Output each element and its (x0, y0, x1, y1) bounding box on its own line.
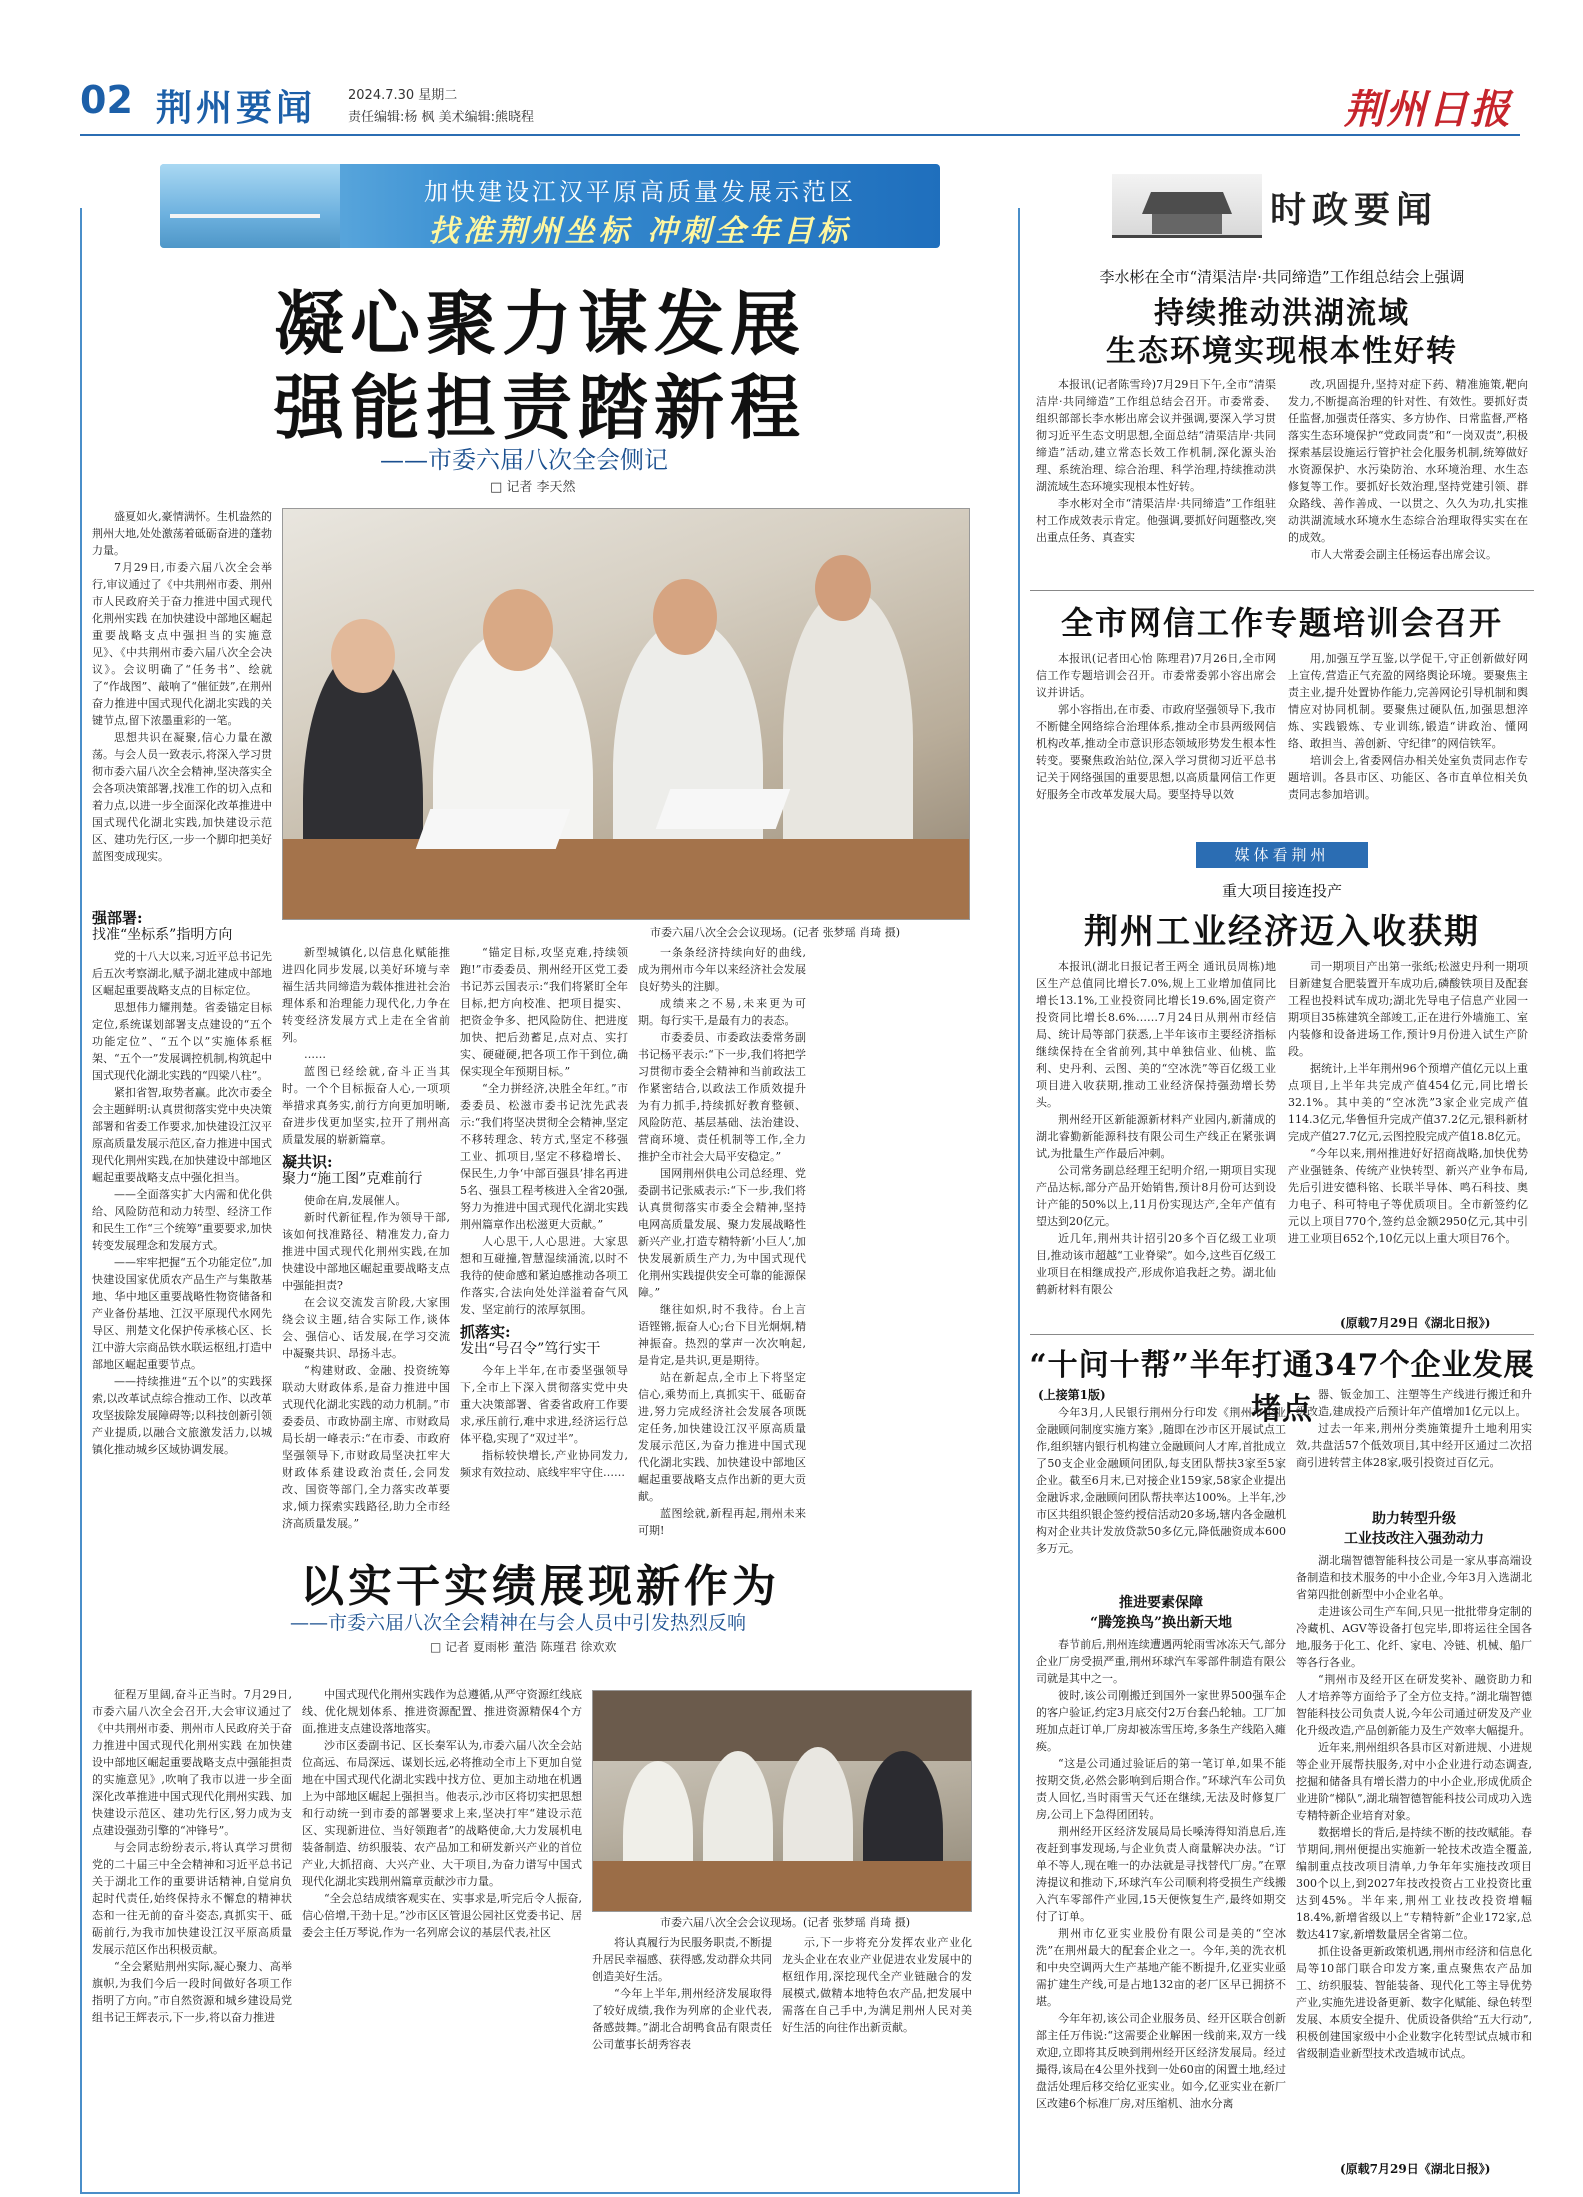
paragraph: 本报讯(湖北日报记者王两全 通讯员周栋)地区生产总值同比增长7.0%,规上工业增加值同比增长13.1%,工业投资同比增长19.6%,固定资产投资同比增长8.6%……7月24日从荆州市经信局、统计局等部门获悉,上半年该市主要经济指标继续保持在全省前列,其中单独信业、仙桃、监利、史丹利、云图、美的“空冰洗”等百亿级工业项目进入收获期,推动工业经济保持强劲增长势头。 (1036, 960, 1276, 1109)
paragraph: 改,巩固提升,坚持对症下药、精准施策,靶向发力,不断提高治理的针对性、有效性。要抓好责任监督,加强责任落实、多方协作、日常监督,严格落实生态环境保护“党政同责”和“一岗双责”,积极探索基层设施运行管护社会化服务机制,统筹做好水资源保护、水污染防治、水环境治理、水生态修复等工作。要抓好长效治理,坚持党建引领、群众路线、善作善成、一以贯之、久久为功,扎实推动洪湖流域水环境水生态综合治理取得实实在在的成效。 (1288, 378, 1528, 544)
paragraph: 沙市区委副书记、区长秦军认为,市委六届八次全会站位高远、布局深远、谋划长远,必将推动全市上下更加自觉地在中国式现代化湖北实践中找方位、更加主动地在机遇上为中部地区崛起上强担当。他表示,沙市区将切实把思想和行动统一到市委的部署要求上来,坚决打牢“建设示范区、实现新进位、当好领跑者”的战略使命,大力发展机电装备制造、纺织服装、农产品加工和研发新兴产业的首位产业,大抓招商、大兴产业、大干项目,为奋力谱写中国式现代化湖北实践荆州篇章贡献沙市力量。 (302, 1739, 582, 1888)
paragraph: 使命在肩,发展催人。 (304, 1194, 407, 1207)
paragraph: “全会紧贴荆州实际,凝心聚力、高举旗帜,为我们今后一段时间做好各项工作指明了方向。”市自然资源和城乡建设局党组书记王辉表示,下一步,将以奋力推进 (92, 1960, 292, 2024)
banner-line-2: 找准荆州坐标 冲刺全年目标 (428, 214, 852, 248)
paragraph: 思想伟力耀荆楚。省委锚定目标定位,系统谋划部署支点建设的“五个功能定位”、“五个以”实施体系框架、“五个一”发展调控机制,构筑起中国式现代化湖北实践的“四梁八柱”。 (92, 1001, 272, 1082)
paragraph: 蓝图绘就,新程再起,荆州未来可期! (638, 1507, 806, 1537)
story1-kicker: 李水彬在全市“清渠洁岸·共同缔造”工作组总结会上强调 (1099, 268, 1465, 286)
news-column-header (1112, 174, 1452, 238)
paragraph: “全会总结成绩客观实在、实事求是,听完后令人振奋,信心倍增,干劲十足。”沙市区区管退公园社区党委书记、居委会主任万琴说,作为一名列席会议的基层代表,社区 (302, 1892, 582, 1939)
paragraph: 市人大常委会副主任杨运春出席会议。 (1310, 548, 1497, 561)
paragraph: 7月29日,市委六届八次全会举行,审议通过了《中共荆州市委、荆州市人民政府关于奋力推进中国式现代化荆州实践 在加快建设中部地区崛起重要战略支点中强担当的实施意见》、《中共荆州市委六届八次全会决议》。会议明确了“任务书”、绘就了“作战图”、敲响了“催征鼓”,在荆州奋力推进中国式现代化湖北实践的关键节点,留下浓墨重彩的一笔。 (92, 561, 272, 727)
section-subhead: 强部署: (92, 909, 143, 927)
paragraph: 在会议交流发言阶段,大家围绕会议主题,结合实际工作,谈体会、强信心、话发展,在学习交流中凝聚共识、昂扬斗志。 (282, 1296, 450, 1360)
story3-headline: 荆州工业经济迈入收获期 (1084, 912, 1480, 952)
paragraph: 荆州经开区新能源新材料产业园内,新蒲成的湖北睿勤新能源科技有限公司生产线正在紧张调试,为批量生产作最后冲刺。 (1036, 1113, 1276, 1160)
paragraph: ——全面落实扩大内需和优化供给、风险防范和动力转型、经济工作和民生工作“三个统筹”重要要求,加快转变发展理念和发展方式。 (92, 1188, 272, 1252)
paragraph: 器、钣金加工、注塑等生产线进行搬迁和升级改造,建成投产后预计年产值增加1亿元以上。 (1296, 1388, 1532, 1418)
story2-headline: 全市网信工作专题培训会召开 (1060, 604, 1503, 642)
story3-kicker: 重大项目接连投产 (1221, 882, 1342, 900)
story4-column-1 (1036, 1404, 1286, 1588)
story4-column-1b (1036, 1636, 1286, 2186)
lead-headline-1: 凝心聚力谋发展 (274, 282, 806, 365)
paragraph: 将认真履行为民服务职责,不断提升居民幸福感、获得感,发动群众共同创造美好生活。 (592, 1936, 772, 1983)
paragraph: 司一期项目产出第一张纸;松滋史丹利一期项目新建复合肥装置开车成功后,磷酸铁项目及配套工程也投料试车成功;湖北先导电子信息产业园一期项目35栋建筑全部竣工,正在进行外墙施工、室内装修和设备进场工作,预计9月份进入试生产阶段。 (1288, 960, 1528, 1058)
paragraph: 中国式现代化荆州实践作为总遵循,从严守资源红线底线、优化规划体系、推进资源配置、推进资源精保4个方面,推进支点建设落地落实。 (302, 1688, 582, 1735)
paragraph: 公司常务副总经理王纪明介绍,一期项目实现产品达标,部分产品开始销售,预计8月份可达到设计产能的50%以上,11月份实现达产,全年产值有望达到20亿元。 (1036, 1164, 1276, 1228)
bridge-image (160, 164, 340, 248)
second-column-4 (782, 1934, 972, 2184)
paragraph: 党的十八大以来,习近平总书记先后五次考察湖北,赋予湖北建成中部地区崛起重要战略支点的目标定位。 (92, 950, 272, 997)
lead-column-2 (282, 944, 450, 1540)
paragraph: ——持续推进“五个以”的实践探索,以改革试点综合推动工作、以改革攻坚拔除发展障碍等;以科技创新引领产业提质,以融合文旅激发活力,以城镇化推动城乡区域协调发展。 (92, 1375, 272, 1456)
paragraph: …… (304, 1048, 326, 1061)
story2-column-2 (1288, 650, 1528, 830)
paragraph: 一条条经济持续向好的曲线,成为荆州市今年以来经济社会发展良好势头的注脚。 (638, 946, 806, 993)
media-section-tag: 媒体看荆州 (1196, 842, 1368, 868)
section-subhead-line: 聚力“施工图”克难前行 (282, 1171, 423, 1187)
section-title: 荆州要闻 (156, 87, 317, 129)
masthead (80, 78, 1520, 136)
story1-column-2 (1288, 376, 1528, 586)
story3-column-2 (1288, 958, 1528, 1310)
paragraph: 盛夏如火,豪情满怀。生机盎然的荆州大地,处处激荡着砥砺奋进的蓬勃力量。 (92, 510, 272, 557)
paragraph: 与会同志纷纷表示,将认真学习贯彻党的二十届三中全会精神和习近平总书记关于湖北工作的重要讲话精神,自觉肩负起时代责任,始终保持永不懈怠的精神状态和一往无前的奋斗姿态,真抓实干、砥砺前行,为我市加快建设江汉平原高质量发展示范区作出积极贡献。 (92, 1841, 292, 1956)
paragraph: 据统计,上半年荆州96个预增产值亿元以上重点项目,上半年共完成产值454亿元,同比增长32.1%。其中美的“空冰洗”3家企业完成产值114.3亿元,华鲁恒升完成产值37.2亿元,银科新材完成产值27.7亿元,云图控股完成产值18.8亿元。 (1288, 1062, 1528, 1143)
paragraph: “构建财政、金融、投资统筹联动大财政体系,是奋力推进中国式现代化湖北实践的动力机制。”市委委员、市政协副主席、市财政局局长胡一峰表示:“在市委、市政府坚强领导下,市财政局坚决扛牢大财政体系建设政治责任,会同发改、国资等部门,全力落实改革要求,倾力探索实践路径,助力全市经济高质量发展。” (282, 1364, 450, 1530)
story2-column-1 (1036, 650, 1276, 830)
paragraph: “这是公司通过验证后的第一笔订单,如果不能按期交货,必然会影响到后期合作。”环球汽车公司负责人回忆,当时雨雪天气还在继续,无法及时修复厂房,公司上下急得团团转。 (1036, 1757, 1286, 1821)
paragraph: 用,加强互学互鉴,以学促干,守正创新做好网上宣传,营造正气充盈的网络舆论环境。要聚焦主责主业,提升处置协作能力,完善网论引导机制和舆情应对协同机制。要聚焦过硬队伍,加强思想淬炼、实践锻炼、专业训练,锻造“讲政治、懂网络、敢担当、善创新、守纪律”的网信铁军。 (1288, 652, 1528, 750)
paragraph: 李水彬对全市“清渠洁岸·共同缔造”工作组驻村工作成效表示肯定。他强调,要抓好问题整改,突出重点任务、真查实 (1036, 497, 1276, 544)
paragraph: ——牢牢把握“五个功能定位”,加快建设国家优质农产品生产与集散基地、华中地区重要战略性物资储备和产业备份基地、江汉平原现代水网先导区、荆楚文化保护传承核心区、长江中游大宗商品铁水联运枢纽,打造中部地区崛起重要节点。 (92, 1256, 272, 1371)
paragraph: 荆州市亿亚实业股份有限公司是美的“空冰洗”在荆州最大的配套企业之一。今年,美的洗衣机和中央空调两大生产基地产能不断提升,亿亚实业亟需扩建生产线,可是占地132亩的老厂区早已拥挤不堪。 (1036, 1927, 1286, 2008)
paragraph: 荆州经开区经济发展局局长嗓涛得知消息后,连夜赶到事发现场,与企业负责人商量解决办法。“订单不等人,现在唯一的办法就是寻找替代厂房。”在覃涛提议和推动下,环球汽车公司顺利将受损生产线搬入汽车零部件产业园,15天便恢复生产,最终如期交付了订单。 (1036, 1825, 1286, 1923)
paragraph: 今年上半年,在市委坚强领导下,全市上下深入贯彻落实党中央重大决策部署、省委省政府工作要求,承压前行,难中求进,经济运行总体平稳,实现了“双过半”。 (460, 1364, 628, 1445)
paragraph: 春节前后,荆州连续遭遇两轮雨雪冰冻天气,部分企业厂房受损严重,荆州环球汽车零部件制造有限公司就是其中之一。 (1036, 1638, 1286, 1685)
lead-subheadline: ——市委六届八次全会侧记 (380, 446, 668, 474)
paragraph: 继往如炽,时不我待。台上言语铿锵,振奋人心;台下目光炯炯,精神振奋。热烈的掌声一次次响起,是肯定,是共识,更是期待。 (638, 1303, 806, 1367)
divider (1030, 1334, 1534, 1335)
section-subhead: 凝共识: (282, 1153, 333, 1171)
paragraph: 紧扣省智,取势者赢。此次市委全会主题鲜明:认真贯彻落实党中央决策部署和省委工作要求,加快建设江汉平原高质量发展示范区,奋力推进中国式现代化荆州实践,在加快建设中部地区崛起重要战略支点中强化担当。 (92, 1086, 272, 1184)
story4-headline: “十问十帮”半年打通347个企业发展堵点 (1029, 1348, 1535, 1427)
paragraph: “今年以来,荆州推进好好招商战略,加快优势产业强链条、传统产业快转型、新兴产业争布局,先后引进安德科铭、长联半导体、鸣石科技、奥力电子、科可特电子等优质项目。全市新签约亿元以上项目770个,签约总金额2950亿元,其中引进工业项目652个,10亿元以上重大项目76个。 (1288, 1147, 1528, 1245)
news-column-title: 时政要闻 (1270, 189, 1439, 231)
lead-headline-2: 强能担责踏新程 (274, 366, 806, 449)
meeting-photo (282, 508, 970, 920)
paragraph: 走进该公司生产车间,只见一批批带身定制的冷藏机、AGV等设备打包完毕,即将运往全国各地,服务于化工、化纤、家电、冷链、机械、船厂等各行各业。 (1296, 1605, 1532, 1669)
paragraph: “全力拼经济,决胜全年红。”市委委员、松滋市委书记沈先武表示:“我们将坚决贯彻全会精神,坚定不移转理念、转方式,坚定不移强工业、抓项目,坚定不移稳增长、保民生,力争‘中部百强县’排名再进5名、强县工程考核进入全省20强,努力为推进中国式现代化湖北实践荆州篇章作出松滋更大贡献。” (460, 1082, 628, 1231)
photo-caption: 市委六届八次全会会议现场。(记者 张梦瑶 肖琦 摄) (650, 926, 901, 939)
paragraph: 今年年初,该公司企业服务员、经开区联合创新部主任万伟说:“这需要企业解困一线前来,双方一线欢迎,立即将其反映到荆州经开区经济发展局。经过撮得,该局在4公里外找到一处60亩的闲置土地,经过盘活处理后移交给亿亚实业。如今,亿亚实业在新厂区改建6个标准厂房,对压缩机、油水分离 (1036, 2012, 1286, 2110)
paragraph: 数据增长的背后,是持续不断的技改赋能。春节期间,荆州便提出实施新一轮技术改造全覆盖,编制重点技改项目清单,力争年年实施技改项目300个以上,到2027年技改投资占工业投资比重达到45%。半年来,荆州工业技改投资增幅18.4%,新增省级以上“专精特新”企业172家,总数达417家,新增数量居全省第二位。 (1296, 1826, 1532, 1941)
paragraph: 成绩来之不易,未来更为可期。每行实干,是最有力的表态。 (638, 997, 806, 1027)
story1-column-1 (1036, 376, 1276, 586)
paragraph: 湖北瑞智德智能科技公司是一家从事高端设备制造和技术服务的中小企业,今年3月入选湖北省第四批创新型中小企业名单。 (1296, 1554, 1532, 1601)
paragraph: 近年来,荆州组织各县市区对新进规、小进规等企业开展帮扶服务,对中小企业进行动态调查,挖掘和储备具有增长潜力的中小企业,形成优质企业进阶“梯队”,湖北瑞智德智能科技公司成功入选专精特新企业培育对象。 (1296, 1741, 1532, 1822)
lead-column-3 (460, 944, 628, 1540)
banner-line-1: 加快建设江汉平原高质量发展示范区 (424, 178, 856, 206)
editor-credits: 责任编辑:杨 枫 美术编辑:熊晓程 (348, 110, 535, 125)
paragraph: “今年上半年,荆州经济发展取得了较好成绩,我作为列席的企业代表,备感鼓舞。”湖北合胡鸭食品有限责任公司董事长胡秀容表 (592, 1987, 772, 2051)
paragraph: 市委委员、市委政法委常务副书记杨平表示:“下一步,我们将把学习贯彻市委全会精神和当前政法工作紧密结合,以政法工作质效提升为有力抓手,持续抓好教育整顿、风险防范、基层基础、法治建设、营商环境、责任机制等工作,全力推护全市社会大局平安稳定。” (638, 1031, 806, 1163)
paragraph: 抓住设备更新政策机遇,荆州市经济和信息化局等10部门联合印发方案,重点聚焦农产品加工、纺织服装、智能装备、现代化工等主导优势产业,实施先进设备更新、数字化赋能、绿色转型发展、本质安全提升、优质设备供给“五大行动”,积极创建国家级中小企业数字化转型试点城市和省级制造业新型技术改造城市试点。 (1296, 1945, 1532, 2060)
story1-headline-2: 生态环境实现根本性好转 (1106, 334, 1458, 369)
second-column-3 (592, 1934, 772, 2184)
issue-date: 2024.7.30 星期二 (348, 88, 458, 103)
lead-byline: □ 记者 李天然 (490, 480, 576, 495)
lead-column-4 (638, 944, 806, 1540)
paragraph: 培训会上,省委网信办相关处室负责同志作专题培训。各县市区、功能区、各市直单位相关负责同志参加培训。 (1288, 754, 1528, 801)
lead-column-1 (92, 508, 272, 916)
story4-column-2b (1296, 1552, 1532, 2156)
story4-subhead-1a: 推进要素保障 (1119, 1595, 1203, 1611)
story3-source: (原载7月29日《湖北日报》) (1340, 1316, 1491, 1330)
paragraph: 征程万里阔,奋斗正当时。7月29日,市委六届八次全会召开,大会审议通过了《中共荆州市委、荆州市人民政府关于奋力推进中国式现代化荆州实践 在加快建设中部地区崛起重要战略支点中强能担责的实施意见》,吹响了我市以进一步全面深化改革推进中国式现代化荆州实践、加快建设示范区、建功先行区,努力成为支点建设强劲引擎的“冲锋号”。 (92, 1688, 292, 1837)
divider (1030, 590, 1534, 591)
story4-subhead-2b: 工业技改注入强劲动力 (1344, 1531, 1484, 1547)
paragraph: 新型城镇化,以信息化赋能推进四化同步发展,以美好环境与幸福生活共同缔造为载体推进社会治理体系和治理能力现代化,力争在转变经济发展方式上走在全省前列。 (282, 946, 450, 1044)
second-column-2 (302, 1686, 582, 2184)
page-number: 02 (80, 78, 133, 122)
paragraph: “荆州市及经开区在研发奖补、融资助力和人才培养等方面给予了全方位支持。”湖北瑞智德智能科技公司负责人说,今年公司通过研发及产业化升级改造,产品创新能力及生产效率大幅提升。 (1296, 1673, 1532, 1737)
paragraph: “锚定目标,攻坚克难,持续领跑!”市委委员、荆州经开区党工委书记苏云国表示:“我们将紧盯全年目标,把方向校准、把项目提实、把资金争多、把风险防住、把进度加快、把后劲蓄足,点对点、实打实、硬碰硬,把各项工作干到位,确保实现全年预期目标。” (460, 946, 628, 1078)
paragraph: 国网荆州供电公司总经理、党委副书记张威表示:“下一步,我们将认真贯彻落实市委全会精神,坚持电网高质量发展、聚力发展战略性新兴产业,打造专精特新‘小巨人’,加快发展新质生产力,为中国式现代化荆州实践提供安全可靠的能源保障。” (638, 1167, 806, 1299)
paragraph: 示,下一步将充分发挥农业产业化龙头企业在农业产业促进农业发展中的枢纽作用,深挖现代全产业链融合的发展模式,做精本地特色农产品,把发展中需落在自己手中,为满足荆州人民对美好生活的向往作出新贡献。 (782, 1936, 972, 2034)
paragraph: 郭小容指出,在市委、市政府坚强领导下,我市不断健全网络综合治理体系,推动全市县两级网信机构改革,推动全市意识形态领域形势发生根本性转变。要聚焦政治站位,深入学习贯彻习近平总书记关于网络强国的重要思想,以高质量网信工作更好服务全市改革发展大局。要坚持导以效 (1036, 703, 1276, 801)
second-byline: □ 记者 夏雨彬 董浩 陈瑾君 徐欢欢 (430, 1640, 617, 1654)
second-column-1 (92, 1686, 292, 2184)
lead-column-1b (92, 904, 272, 1540)
paragraph: 彼时,该公司刚搬迁到国外一家世界500强车企的客户验证,约定3月底交付2万台套凸轮轴。工厂加班加点赶订单,厂房却被冻雪压垮,多条生产线陷入瘫痪。 (1036, 1689, 1286, 1753)
story3-column-1 (1036, 958, 1276, 1310)
paragraph: 本报讯(记者陈雪玲)7月29日下午,全市“清渠洁岸·共同缔造”工作组总结会召开。市委常委、组织部部长李水彬出席会议并强调,要深入学习贯彻习近平生态文明思想,全面总结“清渠洁岸·共同缔造”活动,建立常态长效工作机制,深化源头治理、系统治理、综合治理、科学治理,持续推动洪湖流域生态环境实现根本性好转。 (1036, 378, 1276, 493)
story1-headline-1: 持续推动洪湖流域 (1154, 296, 1410, 331)
tower-icon (1112, 174, 1262, 238)
paragraph: 站在新起点,全市上下将坚定信心,乘势而上,真抓实干、砥砺奋进,努力完成经济社会发展各项既定任务,加快建设江汉平原高质量发展示范区,为奋力推进中国式现代化湖北实践、加快建设中部地区崛起重要战略支点作出新的更大贡献。 (638, 1371, 806, 1503)
paragraph: 指标较快增长,产业协同发力,频求有效拉动、底线牢牢守住…… (460, 1449, 628, 1479)
paragraph: 今年3月,人民银行荆州分行印发《荆州市企业金融顾问制度实施方案》,随即在沙市区开展试点工作,组织辖内银行机构建立金融顾问人才库,首批成立了50支企业金融顾问团队,每支团队帮扶3家至5家企业。截至6月末,已对接企业159家,58家企业提出金融诉求,金融顾问团队帮扶率达100%。上半年,沙市区共组织银企签约授信活动20多场,辖内各金融机构对企业共计发放贷款50多亿元,降低融资成本600多万元。 (1036, 1406, 1286, 1555)
photo-caption-2: 市委六届八次全会会议现场。(记者 张梦瑶 肖琦 摄) (660, 1916, 911, 1929)
campaign-banner (160, 164, 940, 248)
story4-source: (原载7月29日《湖北日报》) (1340, 2162, 1491, 2176)
second-subheadline: ——市委六届八次全会精神在与会人员中引发热烈反响 (290, 1612, 747, 1634)
paragraph: 近几年,荆州共计招引20多个百亿级工业项目,推动该市超越“工业脊梁”。如今,这些百亿级工业项目在相继成投产,形成你追我赶之势。湖北仙鹤新材料有限公 (1036, 1232, 1276, 1296)
second-headline: 以实干实绩展现新作为 (300, 1561, 780, 1612)
paragraph: 蓝图已经绘就,奋斗正当其时。一个个目标振奋人心,一项项举措求真务实,前行方向更加明晰,奋进步伐更加坚实,拉开了荆州高质量发展的崭新篇章。 (282, 1065, 450, 1146)
section-subhead: 抓落实: (460, 1323, 511, 1341)
section-subhead-line: 找准“坐标系”指明方向 (92, 927, 233, 943)
paragraph: 人心思干,人心思进。大家思想和互碰撞,智慧湿续涌流,以时不我待的使命感和紧迫感推动各项工作落实,合法向处处洋溢着奋气风发、坚定前行的浓厚氛围。 (460, 1235, 628, 1316)
meeting-photo-2 (592, 1690, 972, 1912)
newspaper-logo: 荆州日报 (1344, 86, 1512, 133)
story4-subhead-2a: 助力转型升级 (1372, 1511, 1456, 1527)
section-subhead-line: 发出“号召令”笃行实干 (460, 1341, 601, 1357)
story4-continued: (上接第1版) (1038, 1388, 1106, 1402)
paragraph: 本报讯(记者田心怡 陈理君)7月26日,全市网信工作专题培训会召开。市委常委郭小容出席会议并讲话。 (1036, 652, 1276, 699)
story4-column-2 (1296, 1386, 1532, 1504)
paragraph: 新时代新征程,作为领导干部,该如何找准路径、精准发力,奋力推进中国式现代化荆州实践,在加快建设中部地区崛起重要战略支点中强能担责? (282, 1211, 450, 1292)
story4-subhead-1b: “腾笼换鸟”换出新天地 (1089, 1615, 1233, 1631)
paragraph: 思想共识在凝聚,信心力量在激荡。与会人员一致表示,将深入学习贯彻市委六届八次全会精神,坚决落实全会各项决策部署,找准工作的切入点和着力点,以进一步全面深化改革推进中国式现代化湖北实践,加快建设示范区、建功先行区,一步一个脚印把美好蓝图变成现实。 (92, 731, 272, 863)
paragraph: 过去一年来,荆州分类施策提升土地利用实效,共盘活57个低效项目,其中经开区通过二次招商引进转营主体28家,吸引投资过百亿元。 (1296, 1422, 1532, 1469)
